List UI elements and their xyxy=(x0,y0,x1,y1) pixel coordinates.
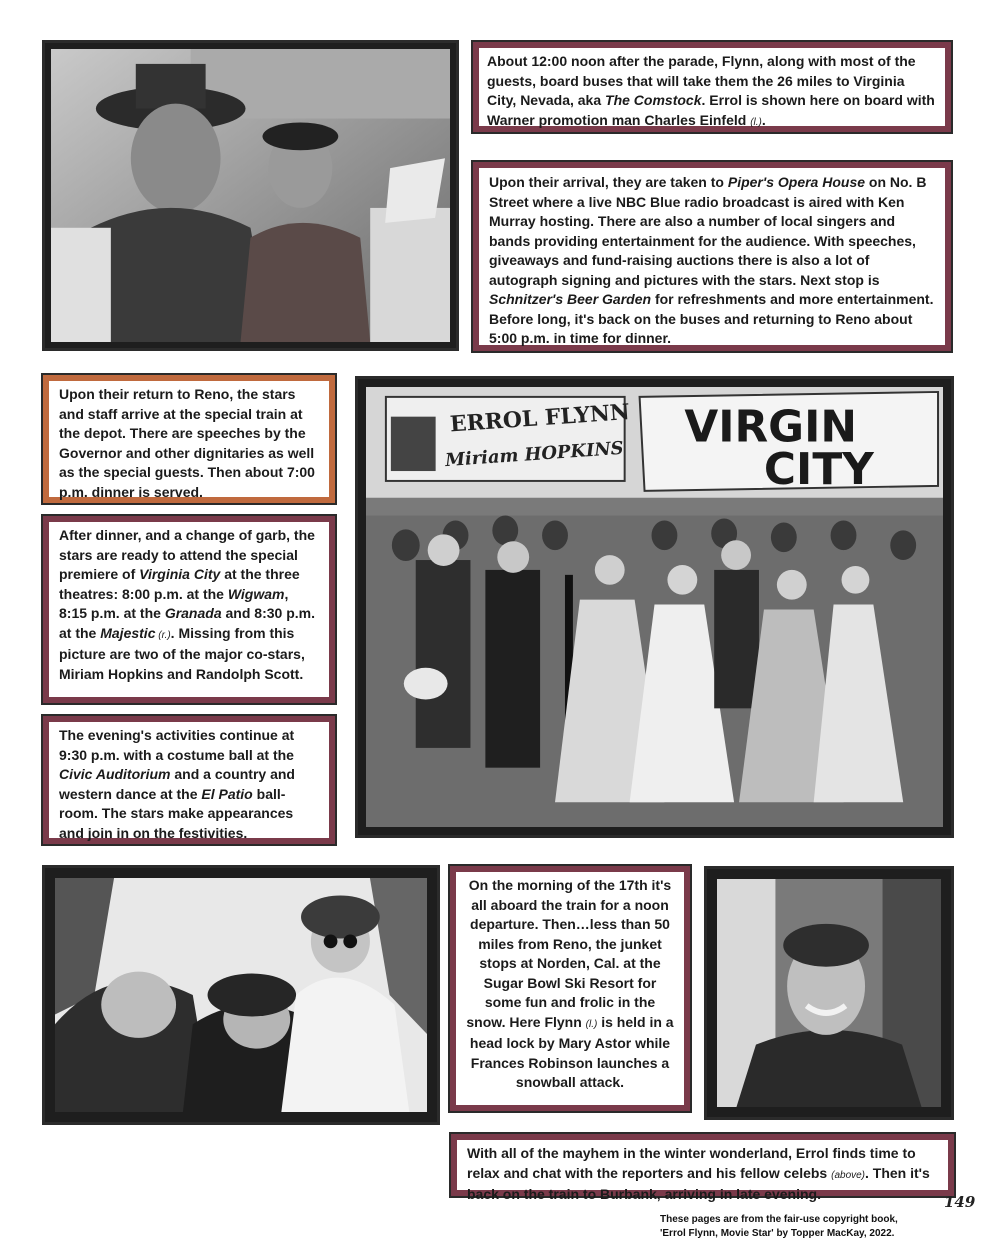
credit-line-2: 'Errol Flynn, Movie Star' by Topper MacKay, 2022. xyxy=(660,1228,895,1239)
photo-errol-smiling xyxy=(704,866,954,1120)
photo-bus-interior xyxy=(42,40,459,351)
photo-snowball-fight xyxy=(42,865,440,1125)
caption-opera-house: Upon their arrival, they are taken to Piper's Opera House on No. B Street where a live NBC Blue radio broadcast is aired with Ken Murray hosting. There are also a number of local singers and bands providing entertainment for the audience. With speeches, giveaways and fund-raising auctions there is also a lot of autograph signing and pictures with the stars. Next stop is Schnitzer's Beer Garden for refreshments and more entertainment. Before long, it's back on the buses and returning to Reno about 5:00 p.m. in time for dinner. xyxy=(473,162,951,351)
photo-virginia-city-premiere xyxy=(355,376,954,838)
caption-snow: On the morning of the 17th it's all aboard the train for a noon departure. Then…less than 50 miles from Reno, the junket stops at Norden, Cal. at the Sugar Bowl Ski Resort for some fun and frolic in the snow. Here Flynn (l.) is held in a head lock by Mary Astor while Frances Robinson launches a snowball attack. xyxy=(450,866,690,1111)
caption-return-reno: Upon their return to Reno, the stars and staff arrive at the special train at the depot. There are speeches by the Governor and other dignitaries as well as the special guests. Then about 7:00 p.m. dinner is served. xyxy=(43,375,335,503)
marquee-errol-flynn: ERROL FLYNN xyxy=(449,400,631,438)
caption-comstock: About 12:00 noon after the parade, Flynn, along with most of the guests, board buses that will take them the 26 miles to Virginia City, Nevada, aka The Comstock. Errol is shown here on board with Warner promotion man Charles Einfeld (l.). xyxy=(473,42,951,132)
copyright-credit xyxy=(660,1213,980,1241)
page-number: 149 xyxy=(944,1193,976,1211)
caption-evening: The evening's activities continue at 9:30 p.m. with a costume ball at the Civic Auditorium and a country and western dance at the El Patio ball-room. The stars make appearances and join in on the festivities. xyxy=(43,716,335,844)
marquee-virgin: VIRGIN xyxy=(684,402,858,453)
caption-winter: With all of the mayhem in the winter wonderland, Errol finds time to relax and chat with the reporters and his fellow celebs (above). Then it's back on the train to Burbank, arriving in late evening. xyxy=(451,1134,954,1196)
marquee-miriam-hopkins: Miriam HOPKINS xyxy=(444,437,625,472)
marquee-city: CITY xyxy=(763,445,874,495)
caption-premiere: After dinner, and a change of garb, the stars are ready to attend the special premiere of Virginia City at the three theatres: 8:00 p.m. at the Wigwam, 8:15 p.m. at the Granada and 8:30 p.m. at the Majestic (r.). Missing from this picture are two of the major co-stars, Miriam Hopkins and Randolph Scott. xyxy=(43,516,335,703)
credit-line-1: These pages are from the fair-use copyright book, xyxy=(660,1214,898,1225)
